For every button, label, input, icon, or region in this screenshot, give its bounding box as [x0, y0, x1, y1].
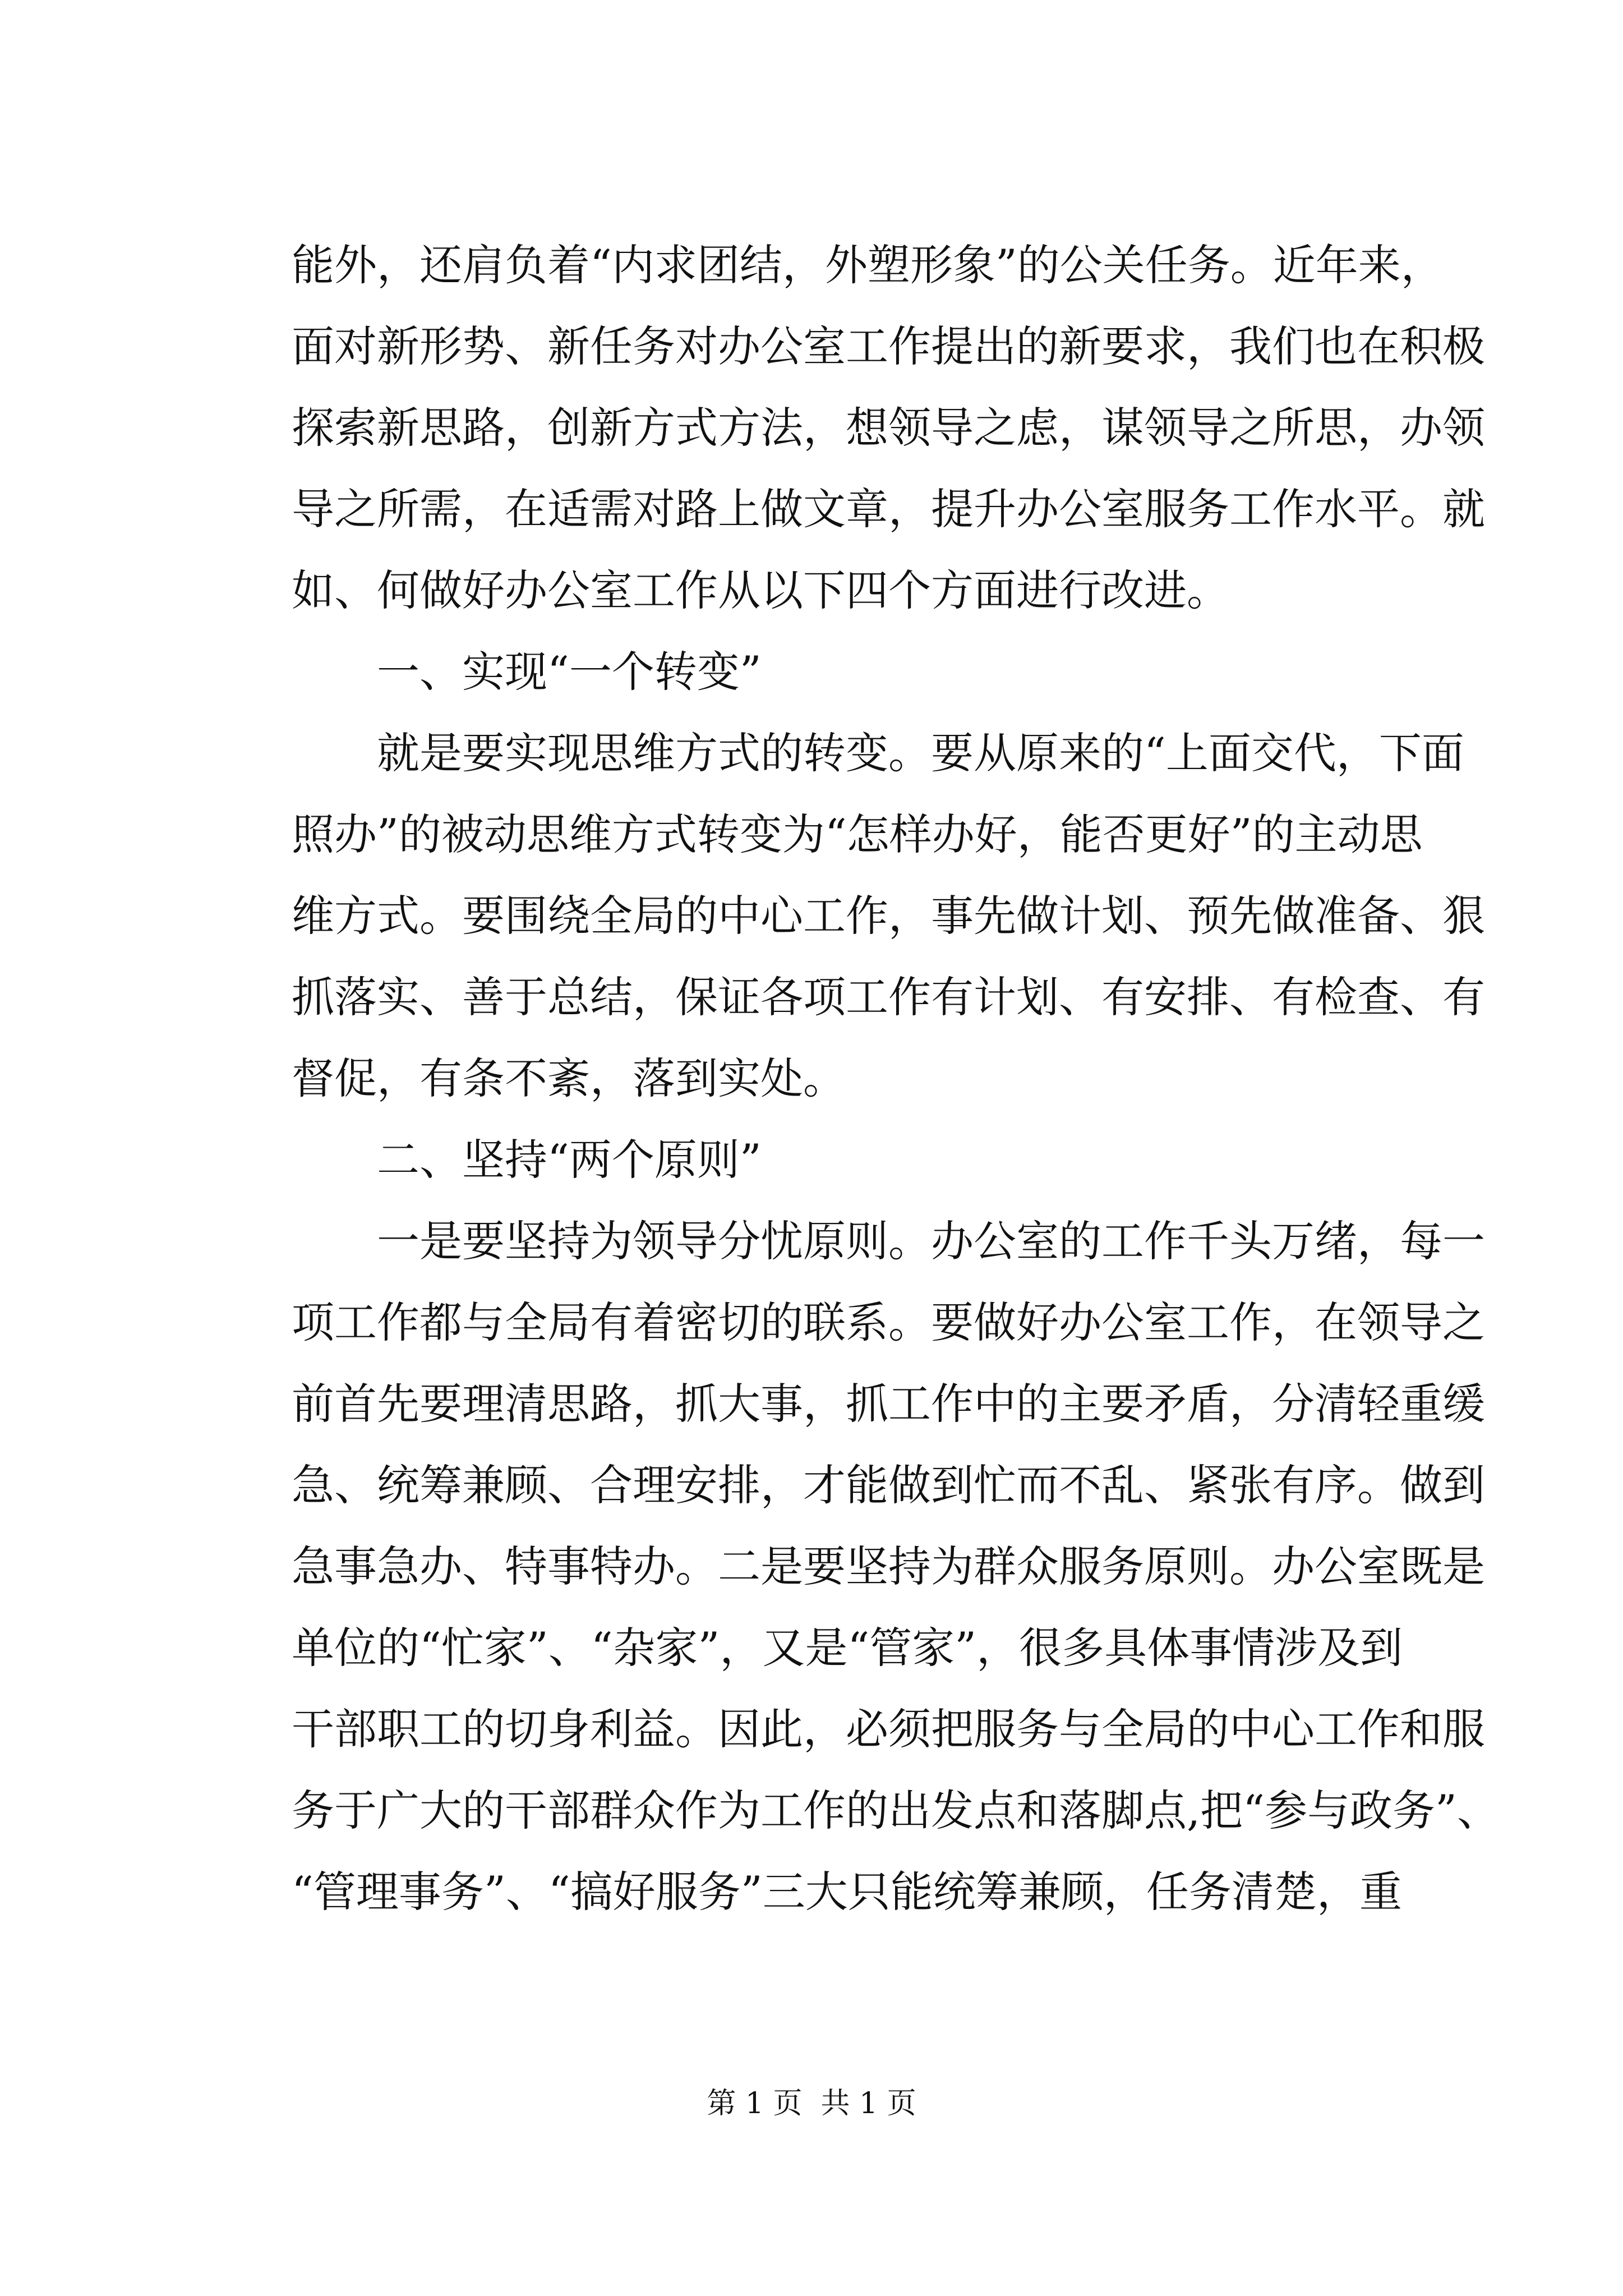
text-line: 急、统筹兼顾、合理安排，才能做到忙而不乱、紧张有序。做到 [292, 1460, 1485, 1510]
text-line: 探索新思路，创新方式方法，想领导之虑，谋领导之所思，办领 [292, 403, 1485, 453]
text-line: 面对新形势、新任务对办公室工作提出的新要求，我们也在积极 [292, 321, 1485, 371]
text-line: 抓落实、善于总结，保证各项工作有计划、有安排、有检查、有 [292, 972, 1485, 1022]
text-line: “管理事务”、“搞好服务”三大只能统筹兼顾，任务清楚，重 [292, 1867, 1402, 1917]
text-line: 项工作都与全局有着密切的联系。要做好办公室工作，在领导之 [292, 1297, 1485, 1347]
document-body [292, 224, 1500, 1932]
text-line: 一是要坚持为领导分忧原则。办公室的工作千头万绪，每一 [292, 1216, 1485, 1266]
page-footer [0, 2084, 1623, 2123]
text-line: 务于广大的干部群众作为工作的出发点和落脚点,把“参与政务”、 [292, 1786, 1500, 1835]
text-line: 导之所需，在适需对路上做文章，提升办公室服务工作水平。就 [292, 484, 1485, 534]
page-number: 第 1 页 共 1 页 [707, 2087, 916, 2120]
text-line: 照办”的被动思维方式转变为“怎样办好，能否更好”的主动思 [292, 809, 1423, 859]
text-line: 就是要实现思维方式的转变。要从原来的“上面交代，下面 [292, 728, 1464, 778]
text-line: 单位的“忙家”、“杂家”，又是“管家”，很多具体事情涉及到 [292, 1623, 1403, 1673]
text-line: 干部职工的切身利益。因此，必须把服务与全局的中心工作和服 [292, 1704, 1485, 1754]
text-line: 督促，有条不紊，落到实处。 [292, 1053, 846, 1103]
text-line: 维方式。要围绕全局的中心工作，事先做计划、预先做准备、狠 [292, 891, 1485, 941]
text-line: 前首先要理清思路，抓大事，抓工作中的主要矛盾，分清轻重缓 [292, 1379, 1485, 1429]
text-line: 如、何做好办公室工作从以下四个方面进行改进。 [292, 565, 1229, 615]
text-line: 能外，还肩负着“内求团结，外塑形象”的公关任务。近年来， [292, 240, 1444, 290]
section-heading: 一、实现“一个转变” [292, 647, 762, 697]
text-line: 急事急办、特事特办。二是要坚持为群众服务原则。办公室既是 [292, 1542, 1485, 1591]
section-heading: 二、坚持“两个原则” [292, 1135, 762, 1185]
